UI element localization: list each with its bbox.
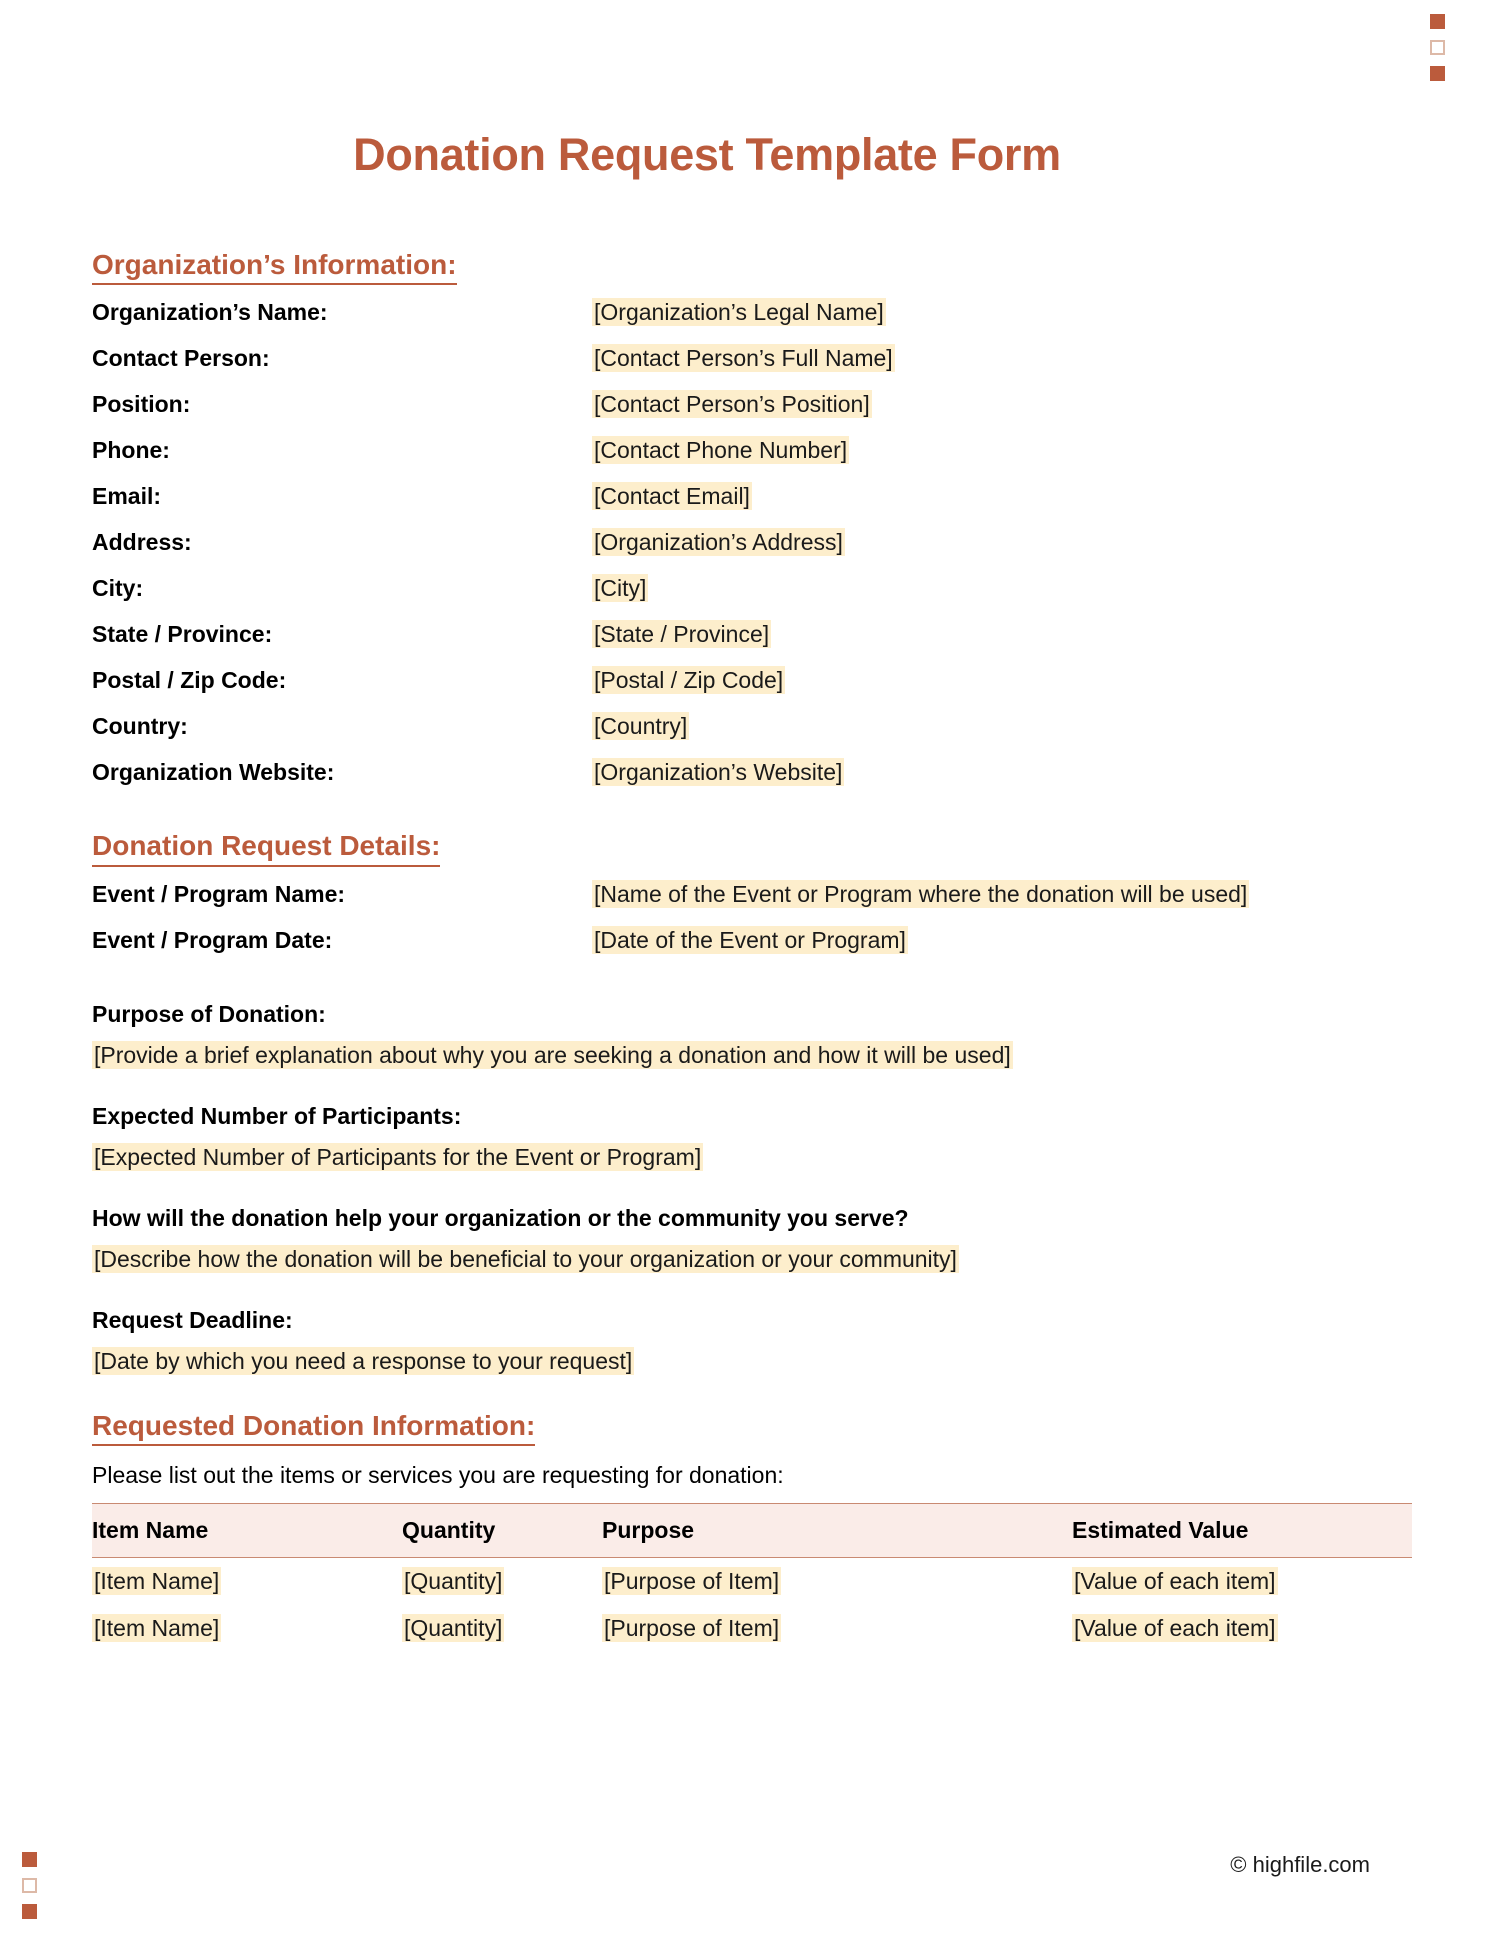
section-requested-donation-information [92, 1409, 1412, 1653]
column-header-quantity: Quantity [402, 1504, 602, 1558]
field-label: Phone: [92, 437, 170, 464]
field-row [92, 577, 1412, 600]
field-row [92, 485, 1412, 508]
document-content [92, 0, 1412, 1652]
block-field-value[interactable]: [Describe how the donation will be beneficial to your organization or your community] [94, 1245, 957, 1272]
field-label: Country: [92, 713, 188, 740]
cell-estimated-value[interactable]: [Value of each item] [1074, 1615, 1276, 1642]
field-row [92, 880, 1412, 907]
field-row [92, 761, 1412, 784]
table-instruction-text: Please list out the items or services you are requesting for donation: [92, 1462, 784, 1489]
block-field-label: Expected Number of Participants: [92, 1102, 462, 1129]
block-field [92, 1001, 1412, 1069]
block-field-value[interactable]: [Date by which you need a response to your request] [94, 1347, 633, 1374]
block-field [92, 1103, 1412, 1171]
cell-purpose[interactable]: [Purpose of Item] [604, 1615, 780, 1642]
field-value[interactable]: [Contact Email] [594, 483, 750, 510]
field-row [92, 531, 1412, 554]
block-field-label: Purpose of Donation: [92, 1000, 326, 1027]
field-row [92, 926, 1412, 953]
field-value[interactable]: [Name of the Event or Program where the donation will be used] [594, 880, 1248, 907]
cell-quantity[interactable]: [Quantity] [404, 1568, 503, 1595]
cell-item-name[interactable]: [Item Name] [94, 1615, 220, 1642]
field-row [92, 715, 1412, 738]
field-row [92, 393, 1412, 416]
field-value[interactable]: [Organization’s Address] [594, 529, 843, 556]
field-value[interactable]: [Contact Phone Number] [594, 437, 848, 464]
decorative-square-icon [22, 1852, 37, 1867]
field-label: Position: [92, 391, 191, 418]
section-organization-information [92, 248, 1412, 785]
block-field [92, 1307, 1412, 1375]
table-row [92, 1558, 1412, 1606]
field-row [92, 301, 1412, 324]
field-row [92, 347, 1412, 370]
decorative-square-outline-icon [22, 1878, 37, 1893]
block-field-label: How will the donation help your organization or the community you serve? [92, 1204, 909, 1231]
field-label: Postal / Zip Code: [92, 667, 287, 694]
section-heading-request-details: Donation Request Details: [92, 829, 440, 867]
footer-credit: © highfile.com [1230, 1852, 1370, 1877]
field-value[interactable]: [Organization’s Legal Name] [594, 299, 884, 326]
block-field [92, 1205, 1412, 1273]
field-value[interactable]: [State / Province] [594, 621, 770, 648]
field-value[interactable]: [Date of the Event or Program] [594, 926, 906, 953]
cell-quantity[interactable]: [Quantity] [404, 1615, 503, 1642]
field-label: Event / Program Name: [92, 880, 346, 907]
block-field-label: Request Deadline: [92, 1306, 293, 1333]
cell-estimated-value[interactable]: [Value of each item] [1074, 1568, 1276, 1595]
block-field-value[interactable]: [Expected Number of Participants for the Event or Program] [94, 1143, 702, 1170]
field-value[interactable]: [Country] [594, 713, 688, 740]
cell-purpose[interactable]: [Purpose of Item] [604, 1568, 780, 1595]
field-label: Address: [92, 529, 192, 556]
field-label: Organization’s Name: [92, 299, 328, 326]
decorative-square-icon [1430, 14, 1445, 29]
decorative-square-icon [22, 1904, 37, 1919]
block-field-value[interactable]: [Provide a brief explanation about why you are seeking a donation and how it will be used] [94, 1041, 1011, 1068]
field-row [92, 669, 1412, 692]
field-value[interactable]: [Contact Person’s Position] [594, 391, 870, 418]
section-heading-requested-donation: Requested Donation Information: [92, 1409, 535, 1447]
field-value[interactable]: [Organization’s Website] [594, 759, 843, 786]
column-header-estimated-value: Estimated Value [1072, 1504, 1412, 1558]
decorative-square-icon [1430, 66, 1445, 81]
field-label: State / Province: [92, 621, 273, 648]
table-header-row [92, 1504, 1412, 1558]
field-row [92, 439, 1412, 462]
decorative-square-outline-icon [1430, 40, 1445, 55]
field-row [92, 623, 1412, 646]
field-value[interactable]: [Postal / Zip Code] [594, 667, 784, 694]
corner-decoration-bottom-left [22, 1852, 37, 1919]
corner-decoration-top-right [1430, 14, 1445, 81]
field-label: Email: [92, 483, 162, 510]
field-label: Event / Program Date: [92, 926, 333, 953]
section-donation-request-details [92, 829, 1412, 1375]
field-value[interactable]: [City] [594, 575, 647, 602]
field-label: City: [92, 575, 144, 602]
page-title: Donation Request Template Form [353, 129, 1061, 180]
column-header-item-name: Item Name [92, 1504, 402, 1558]
requested-items-table [92, 1503, 1412, 1652]
table-row [92, 1605, 1412, 1652]
cell-item-name[interactable]: [Item Name] [94, 1568, 220, 1595]
field-label: Contact Person: [92, 345, 270, 372]
column-header-purpose: Purpose [602, 1504, 1072, 1558]
field-label: Organization Website: [92, 759, 335, 786]
field-value[interactable]: [Contact Person’s Full Name] [594, 345, 893, 372]
section-heading-organization: Organization’s Information: [92, 248, 457, 286]
